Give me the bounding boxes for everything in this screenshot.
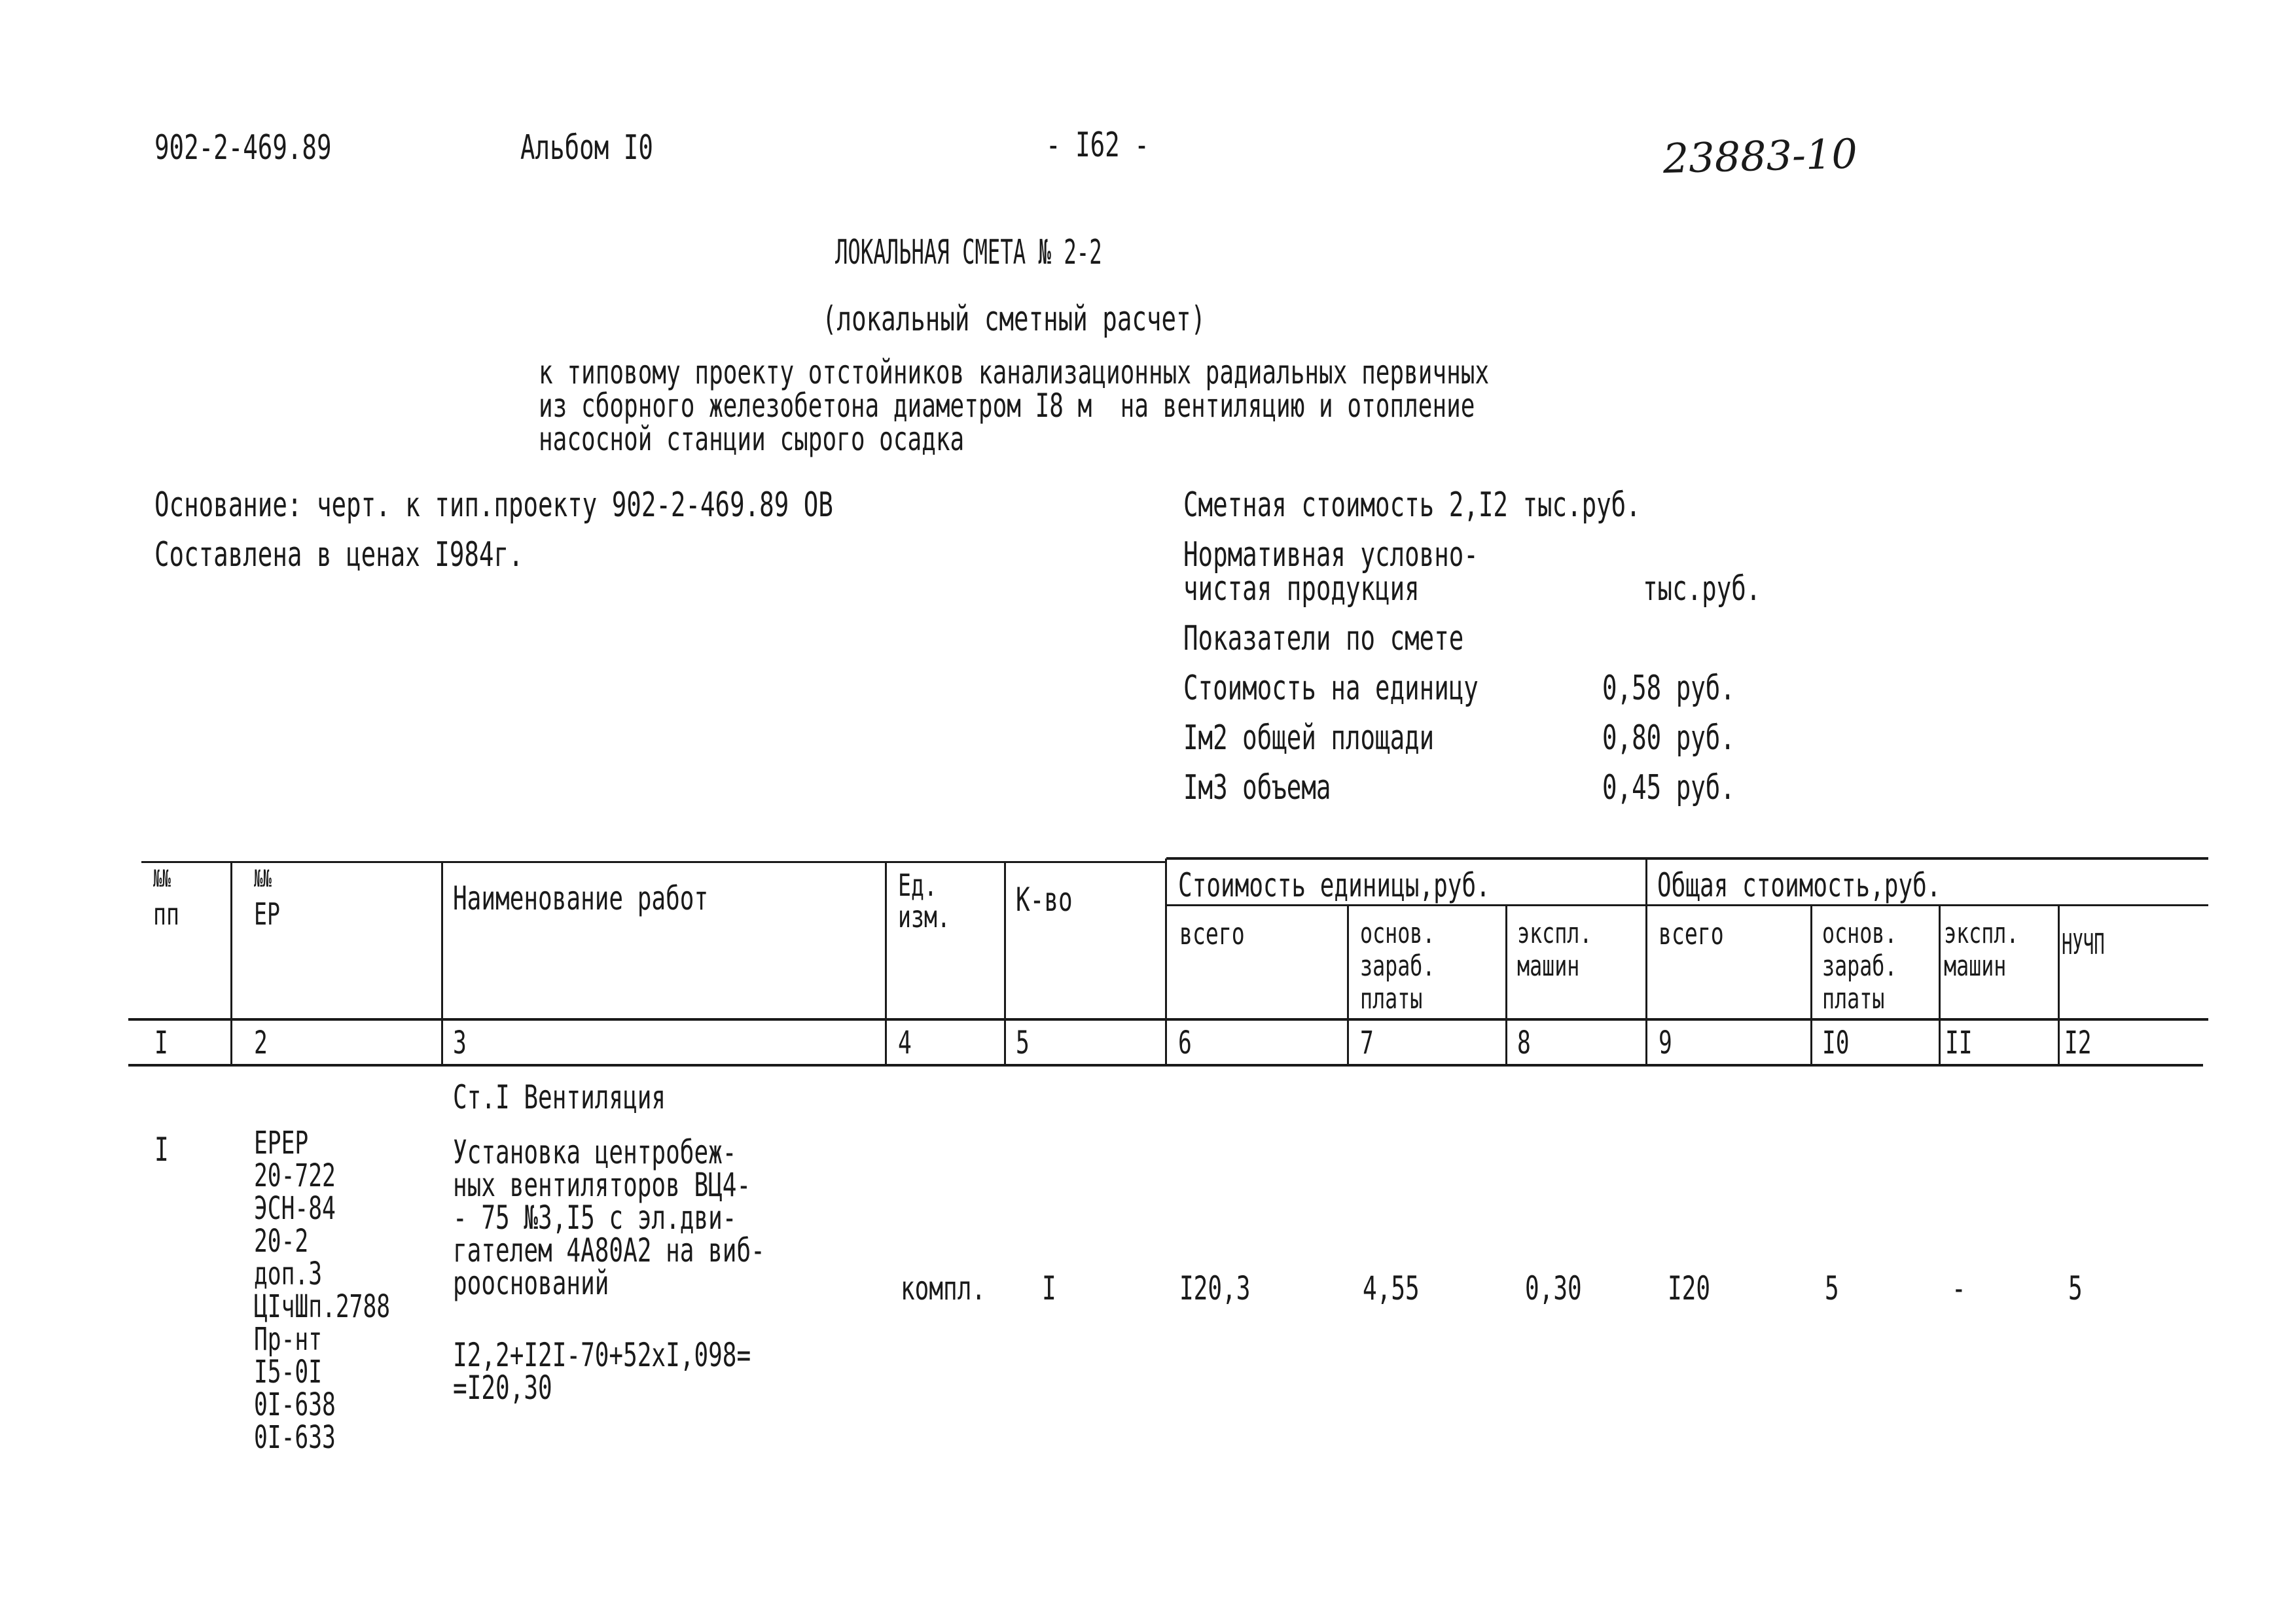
handwritten-stamp-number: 23883-10 [1662, 130, 1858, 183]
per-unit-label: Стоимость на единицу [1183, 669, 1479, 708]
album-label: Альбом I0 [520, 128, 653, 168]
row-unit-machines: 0,30 [1525, 1269, 1582, 1307]
description-line-1: к типовому проекту отстойников канализационных радиальных первичных [539, 353, 1490, 391]
document-subtitle: (локальный сметный расчет) [822, 300, 1206, 339]
row-total-wages: 5 [1825, 1269, 1839, 1307]
row-codes: ЕРЕР 20-722 ЭСН-84 20-2 доп.3 ЦIчШп.2788 Пр-нт I5-0I 0I-638 0I-633 [254, 1125, 391, 1456]
header-col1-symbol: №№ [153, 866, 171, 892]
description-line-2: из сборного железобетона диаметром I8 м на вентиляцию и отопление [539, 387, 1475, 425]
header-col2-label: ЕР [254, 896, 280, 932]
row-unit: компл. [901, 1269, 986, 1307]
normative-label-line-1: Нормативная условно- [1183, 535, 1479, 574]
estimate-cost: Сметная стоимость 2,I2 тыс.руб. [1183, 485, 1641, 525]
column-number-5: 5 [1016, 1025, 1030, 1061]
column-number-11: II [1945, 1025, 1973, 1061]
document-title: ЛОКАЛЬНАЯ СМЕТА № 2-2 [835, 233, 1102, 272]
indicators-label: Показатели по смете [1183, 619, 1464, 658]
header-unit-machines: экспл. машин [1517, 917, 1592, 983]
header-overall-machines: экспл. машин [1944, 917, 2019, 983]
row-calculation: I2,2+I2I-70+52xI,098= =I20,30 [453, 1336, 751, 1407]
normative-label-line-2: чистая продукция [1183, 569, 1420, 609]
column-number-6: 6 [1178, 1025, 1192, 1061]
header-nuchp: НУЧП [2062, 928, 2105, 961]
row-quantity: I [1042, 1269, 1056, 1307]
header-unit-line-1: Ед. [898, 868, 937, 903]
row-total-machines: - [1952, 1269, 1966, 1307]
row-work-name: Установка центробеж- ных вентиляторов ВЦ4- - 75 №3,I5 с эл.дви- гателем 4А80А2 на виб- рооснований [453, 1133, 765, 1302]
page-number: - I62 - [1046, 126, 1149, 165]
column-number-10: I0 [1822, 1025, 1850, 1061]
per-m2-value: 0,80 руб. [1602, 718, 1735, 758]
row-number: I [154, 1131, 169, 1169]
document-code: 902-2-469.89 [154, 128, 332, 168]
per-m3-label: Iм3 объема [1183, 768, 1331, 807]
column-number-9: 9 [1659, 1025, 1672, 1061]
per-unit-value: 0,58 руб. [1602, 669, 1735, 708]
row-unit-total: I20,3 [1179, 1269, 1251, 1307]
column-number-7: 7 [1360, 1025, 1374, 1061]
per-m2-label: Iм2 общей площади [1183, 718, 1435, 758]
normative-unit: тыс.руб. [1643, 569, 1761, 609]
column-number-2: 2 [254, 1025, 268, 1061]
row-nuchp: 5 [2068, 1269, 2083, 1307]
per-m3-value: 0,45 руб. [1602, 768, 1735, 807]
header-quantity: К-во [1016, 881, 1073, 919]
header-overall-total: всего [1659, 916, 1724, 951]
header-col2-symbol: №№ [254, 866, 272, 892]
column-number-3: 3 [453, 1025, 467, 1061]
row-total: I20 [1668, 1269, 1711, 1307]
header-total-cost-group: Общая стоимость,руб. [1657, 866, 1941, 904]
header-work-name: Наименование работ [453, 879, 709, 917]
section-title: Ст.I Вентиляция [453, 1078, 666, 1116]
column-number-4: 4 [898, 1025, 912, 1061]
column-number-12: I2 [2064, 1025, 2092, 1061]
column-number-8: 8 [1517, 1025, 1531, 1061]
description-line-3: насосной станции сырого осадка [539, 420, 965, 458]
row-unit-wages: 4,55 [1363, 1269, 1420, 1307]
header-unit-total: всего [1179, 916, 1245, 951]
header-col1-label: пп [153, 896, 179, 932]
prices-year-line: Составлена в ценах I984г. [154, 535, 524, 574]
header-unit-wages: основ. зараб. платы [1360, 917, 1435, 1015]
basis-line: Основание: черт. к тип.проекту 902-2-469.89 ОВ [154, 485, 833, 525]
header-unit-line-2: изм. [898, 899, 950, 934]
header-overall-wages: основ. зараб. платы [1822, 917, 1897, 1015]
header-unit-cost-group: Стоимость единицы,руб. [1178, 866, 1490, 904]
column-number-1: I [154, 1025, 168, 1061]
